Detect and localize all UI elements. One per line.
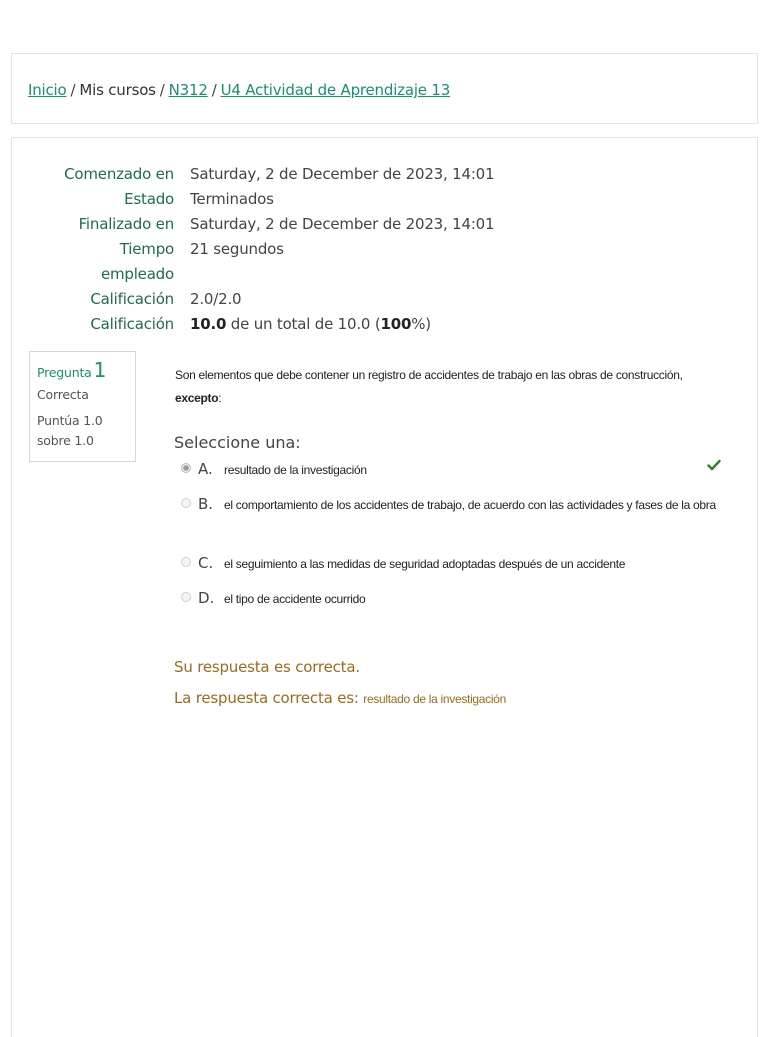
grade-percent: 100	[380, 315, 412, 333]
time-label-line2: empleado	[100, 265, 174, 283]
summary-row-grade	[12, 312, 752, 337]
summary-row-marks	[12, 287, 752, 312]
summary-row-state	[12, 187, 752, 212]
summary-row-started	[12, 162, 752, 187]
grade-label: Calificación	[90, 315, 174, 333]
breadcrumb-activity-link[interactable]: U4 Actividad de Aprendizaje 13	[220, 81, 451, 99]
option-text: el tipo de accidente ocurrido	[224, 592, 366, 606]
grade-value	[174, 312, 431, 337]
finished-label: Finalizado en	[78, 215, 174, 233]
option-letter: B.	[198, 495, 214, 513]
started-label: Comenzado en	[64, 165, 174, 183]
breadcrumb	[28, 81, 450, 99]
radio-button[interactable]	[181, 557, 191, 567]
option-text: el comportamiento de los accidentes de trabajo, de acuerdo con las actividades y fases de la obra	[224, 498, 716, 512]
question-label: Pregunta	[37, 365, 92, 380]
finished-value: Saturday, 2 de December de 2023, 14:01	[190, 215, 495, 233]
answer-prompt: Seleccione una:	[174, 433, 301, 452]
marks-value: 2.0/2.0	[190, 290, 242, 308]
question-grade	[37, 411, 128, 451]
check-icon	[707, 458, 721, 472]
breadcrumb-course-link[interactable]: N312	[168, 81, 208, 99]
attempt-summary-table	[12, 162, 752, 337]
question-number-value: 1	[93, 358, 107, 382]
radio-button[interactable]	[181, 592, 191, 602]
radio-button[interactable]	[181, 463, 191, 473]
started-value: Saturday, 2 de December de 2023, 14:01	[190, 165, 495, 183]
question-text-bold: excepto	[175, 391, 219, 405]
question-text-main: Son elementos que debe contener un registro de accidentes de trabajo en las obras de construcción,	[175, 368, 683, 382]
state-value: Terminados	[190, 190, 274, 208]
grade-percent-sign: %)	[411, 315, 431, 333]
time-value: 21 segundos	[190, 240, 284, 258]
answer-option-c[interactable]	[181, 554, 741, 576]
answer-option-a[interactable]	[181, 460, 741, 482]
breadcrumb-bar	[11, 53, 758, 124]
answer-option-d[interactable]	[181, 589, 741, 611]
radio-button[interactable]	[181, 498, 191, 508]
question-text	[175, 364, 735, 410]
time-label	[12, 237, 174, 287]
breadcrumb-separator: /	[159, 81, 165, 99]
answer-option-b[interactable]	[181, 495, 741, 517]
breadcrumb-my-courses: Mis cursos	[79, 81, 156, 99]
quiz-review-panel	[11, 137, 758, 1037]
grade-score: 10.0	[190, 315, 227, 333]
question-number	[37, 358, 128, 382]
option-letter: C.	[198, 554, 214, 572]
question-grade-line2: sobre 1.0	[37, 433, 94, 448]
option-text: el seguimiento a las medidas de seguridad adoptadas después de un accidente	[224, 557, 626, 571]
feedback-right-answer	[174, 689, 506, 707]
summary-row-finished	[12, 212, 752, 237]
feedback-result: Su respuesta es correcta.	[174, 658, 360, 676]
breadcrumb-separator: /	[70, 81, 76, 99]
question-text-end: :	[218, 391, 222, 405]
time-label-line1: Tiempo	[119, 240, 174, 258]
question-info-box	[29, 351, 136, 462]
breadcrumb-separator: /	[211, 81, 217, 99]
breadcrumb-home-link[interactable]: Inicio	[28, 81, 67, 99]
question-grade-line1: Puntúa 1.0	[37, 413, 103, 428]
feedback-answer-value: resultado de la investigación	[363, 692, 506, 706]
marks-label: Calificación	[90, 290, 174, 308]
feedback-answer-label: La respuesta correcta es:	[174, 689, 364, 707]
state-label: Estado	[124, 190, 174, 208]
grade-total: de un total de 10.0 (	[226, 315, 381, 333]
option-text: resultado de la investigación	[224, 463, 367, 477]
option-letter: A.	[198, 460, 213, 478]
summary-row-time	[12, 237, 752, 287]
option-letter: D.	[198, 589, 215, 607]
question-state: Correcta	[37, 387, 89, 402]
